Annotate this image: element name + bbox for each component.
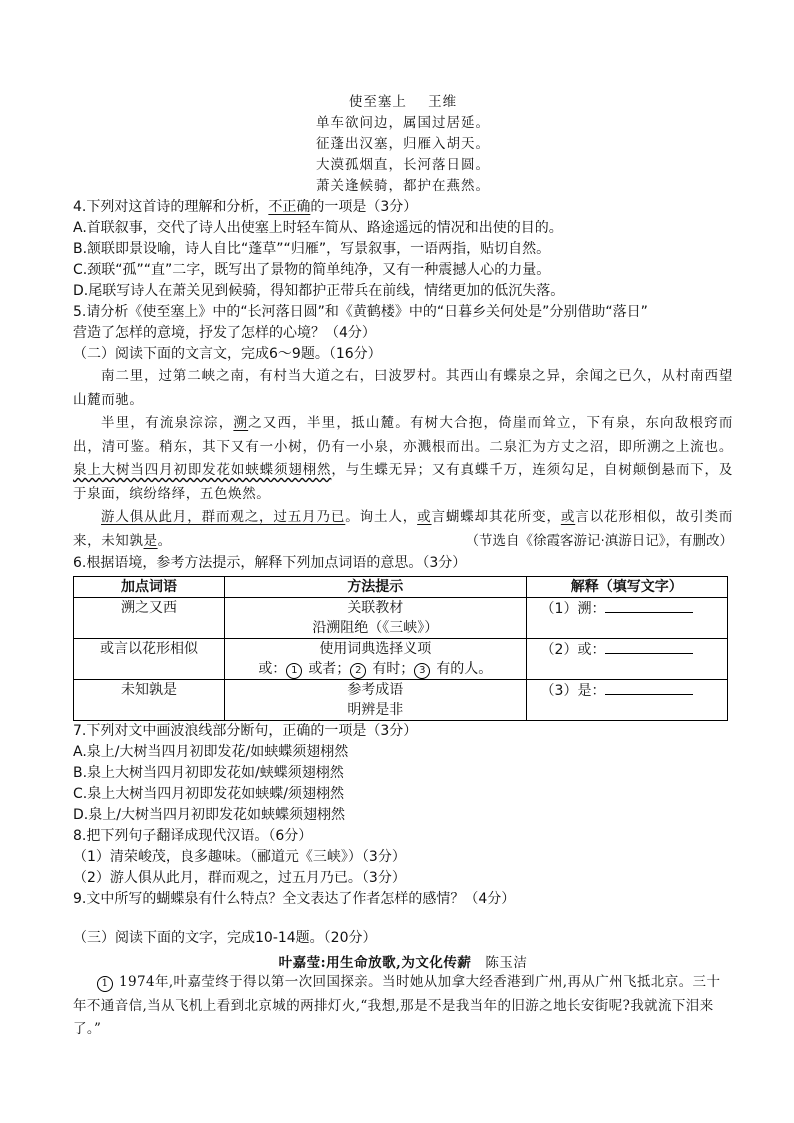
question-7-stem: 7.下列对文中画波浪线部分断句，正确的一项是（3分） (73, 723, 418, 739)
question-5-line1: 5.请分析《使至塞上》中的“长河落日圆”和《黄鹤楼》中的“日暮乡关何处是”分别借助“落日” (73, 304, 648, 320)
classical-paragraph-1: 南二里，过第二峡之南，有村当大道之右，曰波罗村。其西山有蝶泉之异，余闻之已久，从村南西望山麓而驰。 (73, 368, 733, 408)
option-a: A.泉上/大树当四月初即发花/如蛱蝶须翅栩然 (73, 744, 349, 760)
answer-blank[interactable] (605, 680, 693, 695)
option-c: C.颈联“孤”“直”二字，既写出了景物的简单纯净，又有一种震撼人心的力量。 (73, 262, 551, 278)
question-6-stem: 6.根据语境，参考方法提示，解释下列加点词语的意思。（3分） (73, 555, 467, 571)
poem-line: 萧关逢候骑，都护在燕然。 (316, 178, 490, 194)
dotted-word-shi: 是 (143, 532, 158, 549)
poem-title: 使至塞上 (348, 94, 407, 110)
emphasis-incorrect: 不正确 (268, 199, 311, 215)
table-row (74, 680, 728, 721)
dotted-word-su: 溯 (233, 415, 249, 431)
circled-number: 1 (286, 663, 302, 679)
article-title-line (73, 951, 733, 971)
table-cell-hint: 参考成语 明辨是非 (225, 680, 526, 721)
table-cell-word: 溯之又西 (74, 598, 225, 639)
table-row (74, 639, 728, 680)
underlined-sentence: 游人俱从此月，群而观之，过五月乃已 (101, 509, 346, 525)
exam-page (73, 92, 733, 1042)
dotted-word-huo: 或 (560, 509, 576, 525)
option-b: B.泉上大树当四月初即发花如/蛱蝶须翅栩然 (73, 765, 344, 781)
article-paragraph-1: 1 1974年,叶嘉莹终于得以第一次回国探亲。当时她从加拿大经香港到广州,再从广州飞抵北京。三十年不通音信,当从飞机上看到北京城的两排灯火,“我想,那是不是我当年的旧游之地长安街呢?我就流下泪来了。” (73, 974, 721, 1037)
question-6-table (73, 576, 728, 721)
table-cell-answer: （1）溯： (526, 598, 727, 639)
option-d: D.尾联写诗人在萧关见到候骑，得知都护正带兵在前线，情绪更加的低沉失落。 (73, 283, 565, 299)
table-header: 方法提示 (225, 577, 526, 598)
poem-line: 大漠孤烟直，长河落日圆。 (316, 157, 490, 173)
dotted-word-huo: 或 (417, 509, 432, 525)
table-cell-answer: （3）是： (526, 680, 727, 721)
poem-author: 王维 (428, 94, 458, 110)
source-note: （节选自《徐霞客游记·滇游日记》，有删改） (465, 532, 733, 549)
poem-line: 单车欲问边，属国过居延。 (316, 115, 490, 131)
wavy-underlined-sentence: 泉上大树当四月初即发花如蛱蝶须翅栩然 (73, 462, 332, 478)
option-d: D.泉上/大树当四月初即发花如蛱蝶须翅栩然 (73, 807, 345, 823)
question-8-stem: 8.把下列句子翻译成现代汉语。（6分） (73, 828, 313, 844)
poem (73, 92, 733, 197)
question-9-stem: 9.文中所写的蝴蝶泉有什么特点？全文表达了作者怎样的感情？（4分） (73, 891, 516, 907)
article-title: 叶嘉莹:用生命放歌,为文化传薪 (278, 955, 472, 971)
answer-blank[interactable] (605, 598, 693, 613)
section-3-heading: （三）阅读下面的文字，完成10-14题。（20分） (73, 930, 377, 946)
table-header: 解释（填写文字） (526, 577, 727, 598)
classical-paragraph-3: 游人俱从此月，群而观之，过五月乃已。询土人，或言蝴蝶却其花所变，或言以花形相似，故引类而来，未知孰是。 （节选自《徐霞客游记·滇游日记》，有删改） (73, 506, 733, 553)
table-header-row (74, 577, 728, 598)
question-4-stem: 4.下列对这首诗的理解和分析，不正确的一项是（3分） (73, 199, 418, 215)
table-cell-hint: 关联教材 沿溯阻绝（《三峡》） (225, 598, 526, 639)
question-8-item: （1）清荣峻茂，良多趣味。（郦道元《三峡》）（3分） (73, 849, 406, 865)
article-author: 陈玉洁 (485, 955, 528, 971)
poem-title-line (73, 92, 733, 113)
table-cell-word: 未知孰是 (74, 680, 225, 721)
classical-paragraph-2: 半里，有流泉淙淙，溯之又西，半里，抵山麓。有树大合抱，倚崖而耸立，下有泉，东向敌根窍而出，清可鉴。稍东，其下又有一小树，仍有一小泉，亦溅根而出。二泉汇为方丈之沼，即所溯之上流也。泉上大树当四月初即发花如蛱蝶须翅栩然，与生蝶无异；又有真蝶千万，连须勾足，自树颠倒悬而下，及于泉面，缤纷络绎，五色焕然。 (73, 415, 733, 502)
question-5-line2: 营造了怎样的意境，抒发了怎样的心境？（4分） (73, 325, 376, 341)
table-row (74, 598, 728, 639)
circled-number: 3 (414, 663, 430, 679)
option-b: B.颔联即景设喻，诗人自比“蓬草”“归雁”，写景叙事，一语两指，贴切自然。 (73, 241, 551, 257)
question-8-item: （2）游人俱从此月，群而观之，过五月乃已。（3分） (73, 870, 406, 886)
option-a: A.首联叙事，交代了诗人出使塞上时轻车简从、路途遥远的情况和出使的目的。 (73, 220, 563, 236)
table-cell-word: 或言以花形相似 (74, 639, 225, 680)
paragraph-number: 1 (97, 976, 113, 992)
table-header: 加点词语 (74, 577, 225, 598)
option-c: C.泉上大树当四月初即发花如蛱蝶/须翅栩然 (73, 786, 344, 802)
circled-number: 2 (350, 663, 366, 679)
section-2-heading: （二）阅读下面的文言文，完成6～9题。（16分） (73, 346, 382, 362)
table-cell-answer: （2）或： (526, 639, 727, 680)
table-cell-hint: 使用词典选择义项 或： 1 或者； 2 有时； 3 有的人。 (225, 639, 526, 680)
poem-line: 征蓬出汉塞，归雁入胡天。 (316, 136, 490, 152)
answer-blank[interactable] (605, 639, 693, 654)
